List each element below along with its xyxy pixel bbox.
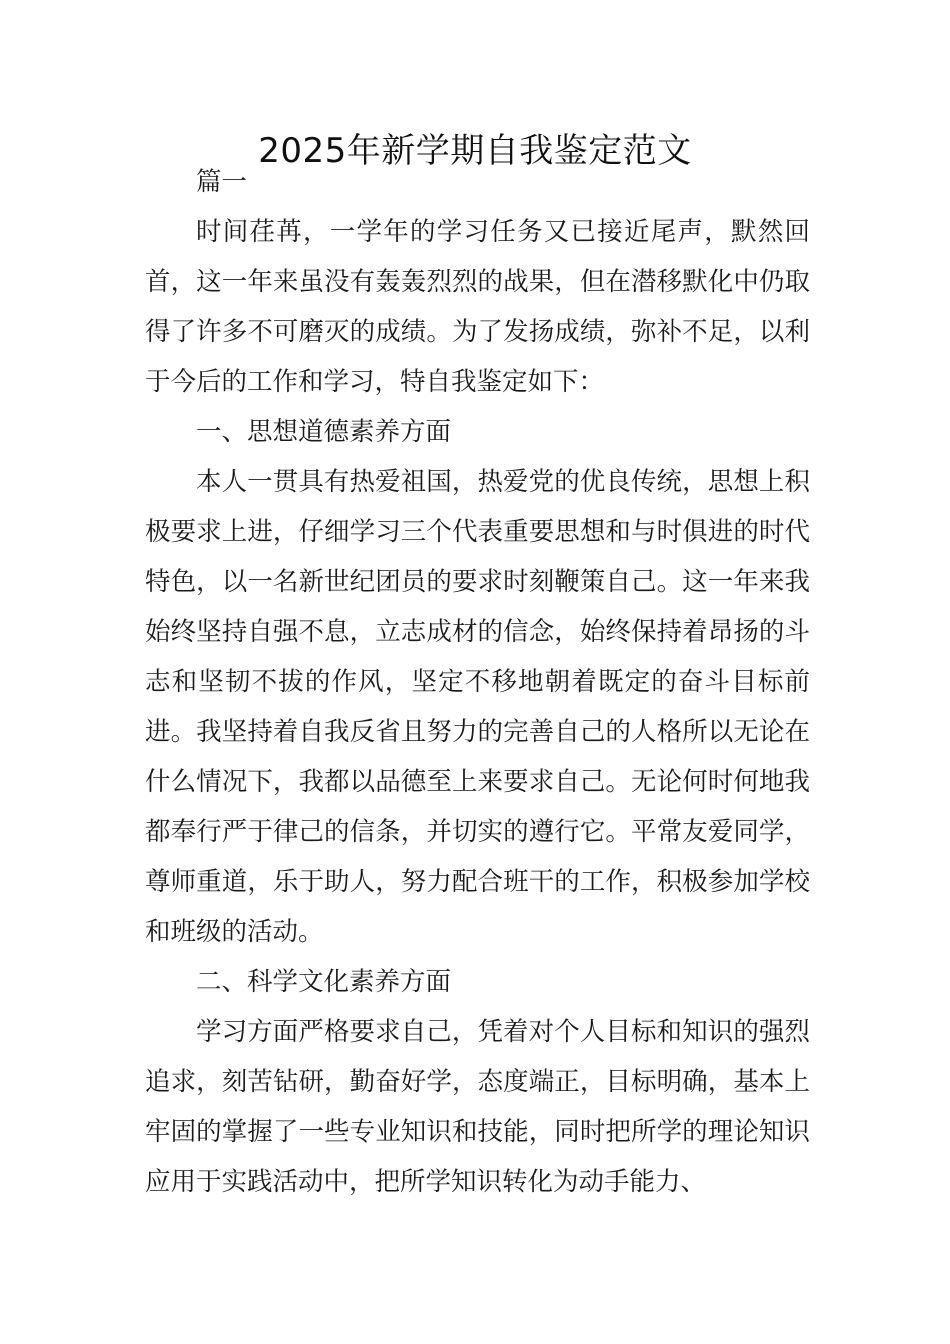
heading-science: 二、科学文化素养方面 [196, 967, 452, 997]
paragraph-intro: 时间荏苒，一学年的学习任务又已接近尾声，默然回首，这一年来虽没有轰轰烈烈的战果，但在潜移默化中仍取得了许多不可磨灭的成绩。为了发扬成绩，弥补不足，以利于今后的工作和学习，特自我鉴定如下： [145, 217, 810, 397]
heading-moral: 一、思想道德素养方面 [196, 417, 452, 447]
paragraph-moral: 本人一贯具有热爱祖国，热爱党的优良传统，思想上积极要求上进，仔细学习三个代表重要思想和与时俱进的时代特色，以一名新世纪团员的要求时刻鞭策自己。这一年来我始终坚持自强不息，立志成材的信念，始终保持着昂扬的斗志和坚韧不拔的作风，坚定不移地朝着既定的奋斗目标前进。我坚持着自我反省且努力的完善自己的人格所以无论在什么情况下，我都以品德至上来要求自己。无论何时何地我都奉行严于律己的信条，并切实的遵行它。平常友爱同学，尊师重道，乐于助人，努力配合班干的工作，积极参加学校和班级的活动。 [145, 467, 810, 947]
paragraph-science: 学习方面严格要求自己，凭着对个人目标和知识的强烈追求，刻苦钻研，勤奋好学，态度端正，目标明确，基本上牢固的掌握了一些专业知识和技能，同时把所学的理论知识应用于实践活动中，把所学知识转化为动手能力、 [145, 1017, 810, 1197]
document-body [145, 157, 810, 1207]
section-label: 篇一 [196, 167, 248, 197]
page-title: 2025年新学期自我鉴定范文 [258, 131, 692, 171]
